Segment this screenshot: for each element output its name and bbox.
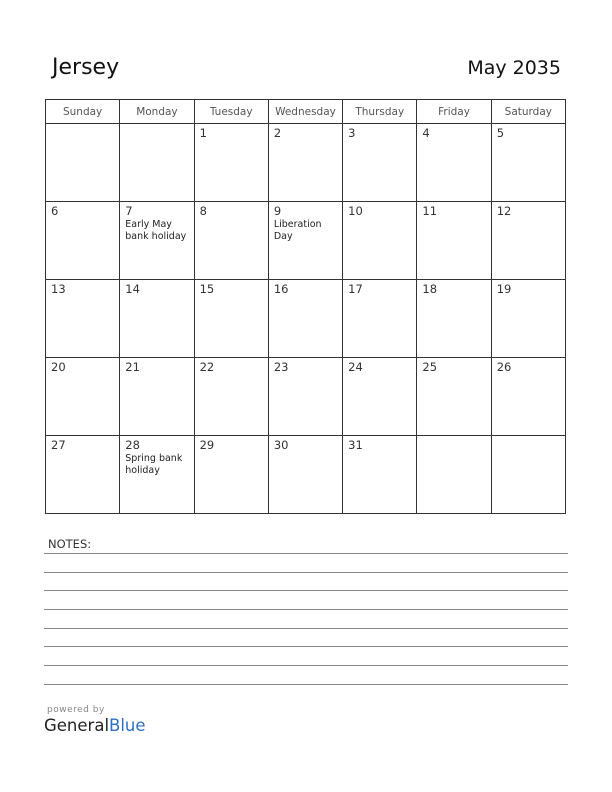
day-cell xyxy=(417,358,491,436)
day-cell xyxy=(268,436,342,514)
day-cell xyxy=(491,358,565,436)
weekday-header-row xyxy=(46,100,566,124)
day-cell xyxy=(417,202,491,280)
holiday-label: Early May bank holiday xyxy=(125,219,187,242)
notes-line xyxy=(44,628,568,629)
day-number: 24 xyxy=(348,360,363,374)
day-number: 5 xyxy=(496,126,505,140)
brand-blue: Blue xyxy=(109,716,146,735)
week-row xyxy=(46,124,566,202)
day-number: 28 xyxy=(125,438,140,452)
day-cell xyxy=(120,436,194,514)
powered-by-text: powered by xyxy=(47,705,105,715)
day-cell xyxy=(268,124,342,202)
day-number: 12 xyxy=(496,204,512,218)
day-cell xyxy=(343,358,417,436)
weekday-monday: Monday xyxy=(120,100,194,124)
notes-line xyxy=(44,572,568,573)
day-cell xyxy=(343,202,417,280)
week-row xyxy=(46,202,566,280)
day-number: 8 xyxy=(199,204,207,218)
day-number: 7 xyxy=(125,204,133,218)
day-cell xyxy=(46,436,120,514)
holiday-label: Liberation Day xyxy=(273,219,322,242)
day-number: 21 xyxy=(125,360,140,374)
notes-line xyxy=(44,609,568,610)
weekday-thursday: Thursday xyxy=(343,100,417,124)
day-cell xyxy=(268,202,342,280)
day-number: 31 xyxy=(348,438,363,452)
day-cell xyxy=(343,280,417,358)
notes-line xyxy=(44,553,568,554)
weekday-friday: Friday xyxy=(417,100,491,124)
weekday-sunday: Sunday xyxy=(46,100,120,124)
brand-general: General xyxy=(44,716,110,735)
day-number: 30 xyxy=(273,438,289,452)
day-cell xyxy=(46,280,120,358)
notes-label: NOTES: xyxy=(48,537,92,551)
day-number: 4 xyxy=(422,126,430,140)
day-number: 26 xyxy=(496,360,512,374)
day-number: 2 xyxy=(273,126,282,140)
notes-line xyxy=(44,646,568,647)
day-cell xyxy=(46,124,120,202)
day-number: 29 xyxy=(199,438,215,452)
weekday-tuesday: Tuesday xyxy=(194,100,268,124)
day-cell xyxy=(194,124,268,202)
day-number: 19 xyxy=(496,282,512,296)
day-cell xyxy=(417,436,491,514)
day-number: 23 xyxy=(273,360,289,374)
day-number: 15 xyxy=(199,282,215,296)
day-number: 10 xyxy=(348,204,363,218)
day-number: 25 xyxy=(422,360,438,374)
day-number: 9 xyxy=(273,204,282,218)
day-number: 16 xyxy=(273,282,289,296)
weekday-wednesday: Wednesday xyxy=(268,100,342,124)
day-cell xyxy=(491,124,565,202)
day-cell xyxy=(417,280,491,358)
day-number: 20 xyxy=(51,360,66,374)
day-cell xyxy=(120,202,194,280)
day-cell xyxy=(120,358,194,436)
weekday-saturday: Saturday xyxy=(491,100,565,124)
day-number: 3 xyxy=(348,126,356,140)
notes-line xyxy=(44,590,568,591)
day-cell xyxy=(268,280,342,358)
day-number: 22 xyxy=(199,360,215,374)
day-cell xyxy=(194,436,268,514)
day-cell xyxy=(343,124,417,202)
day-number: 11 xyxy=(422,204,438,218)
day-cell xyxy=(46,358,120,436)
day-number: 1 xyxy=(199,126,207,140)
day-cell xyxy=(417,124,491,202)
day-number: 27 xyxy=(51,438,66,452)
day-number: 13 xyxy=(51,282,66,296)
day-number: 6 xyxy=(51,204,59,218)
notes-line xyxy=(44,665,568,666)
generalblue-logo xyxy=(44,716,146,735)
day-cell xyxy=(120,124,194,202)
day-number: 18 xyxy=(422,282,438,296)
day-cell xyxy=(491,436,565,514)
holiday-label: Spring bank holiday xyxy=(125,453,183,476)
day-number: 14 xyxy=(125,282,140,296)
day-cell xyxy=(120,280,194,358)
week-row xyxy=(46,280,566,358)
day-cell xyxy=(491,280,565,358)
day-cell xyxy=(268,358,342,436)
day-cell xyxy=(194,280,268,358)
day-cell xyxy=(491,202,565,280)
day-cell xyxy=(343,436,417,514)
week-row xyxy=(46,358,566,436)
week-row xyxy=(46,436,566,514)
calendar-month-title: May 2035 xyxy=(467,57,561,79)
calendar-grid xyxy=(45,99,566,514)
calendar-region-title: Jersey xyxy=(52,55,120,80)
day-cell xyxy=(194,202,268,280)
notes-line xyxy=(44,684,568,685)
day-number: 17 xyxy=(348,282,363,296)
day-cell xyxy=(194,358,268,436)
day-cell xyxy=(46,202,120,280)
